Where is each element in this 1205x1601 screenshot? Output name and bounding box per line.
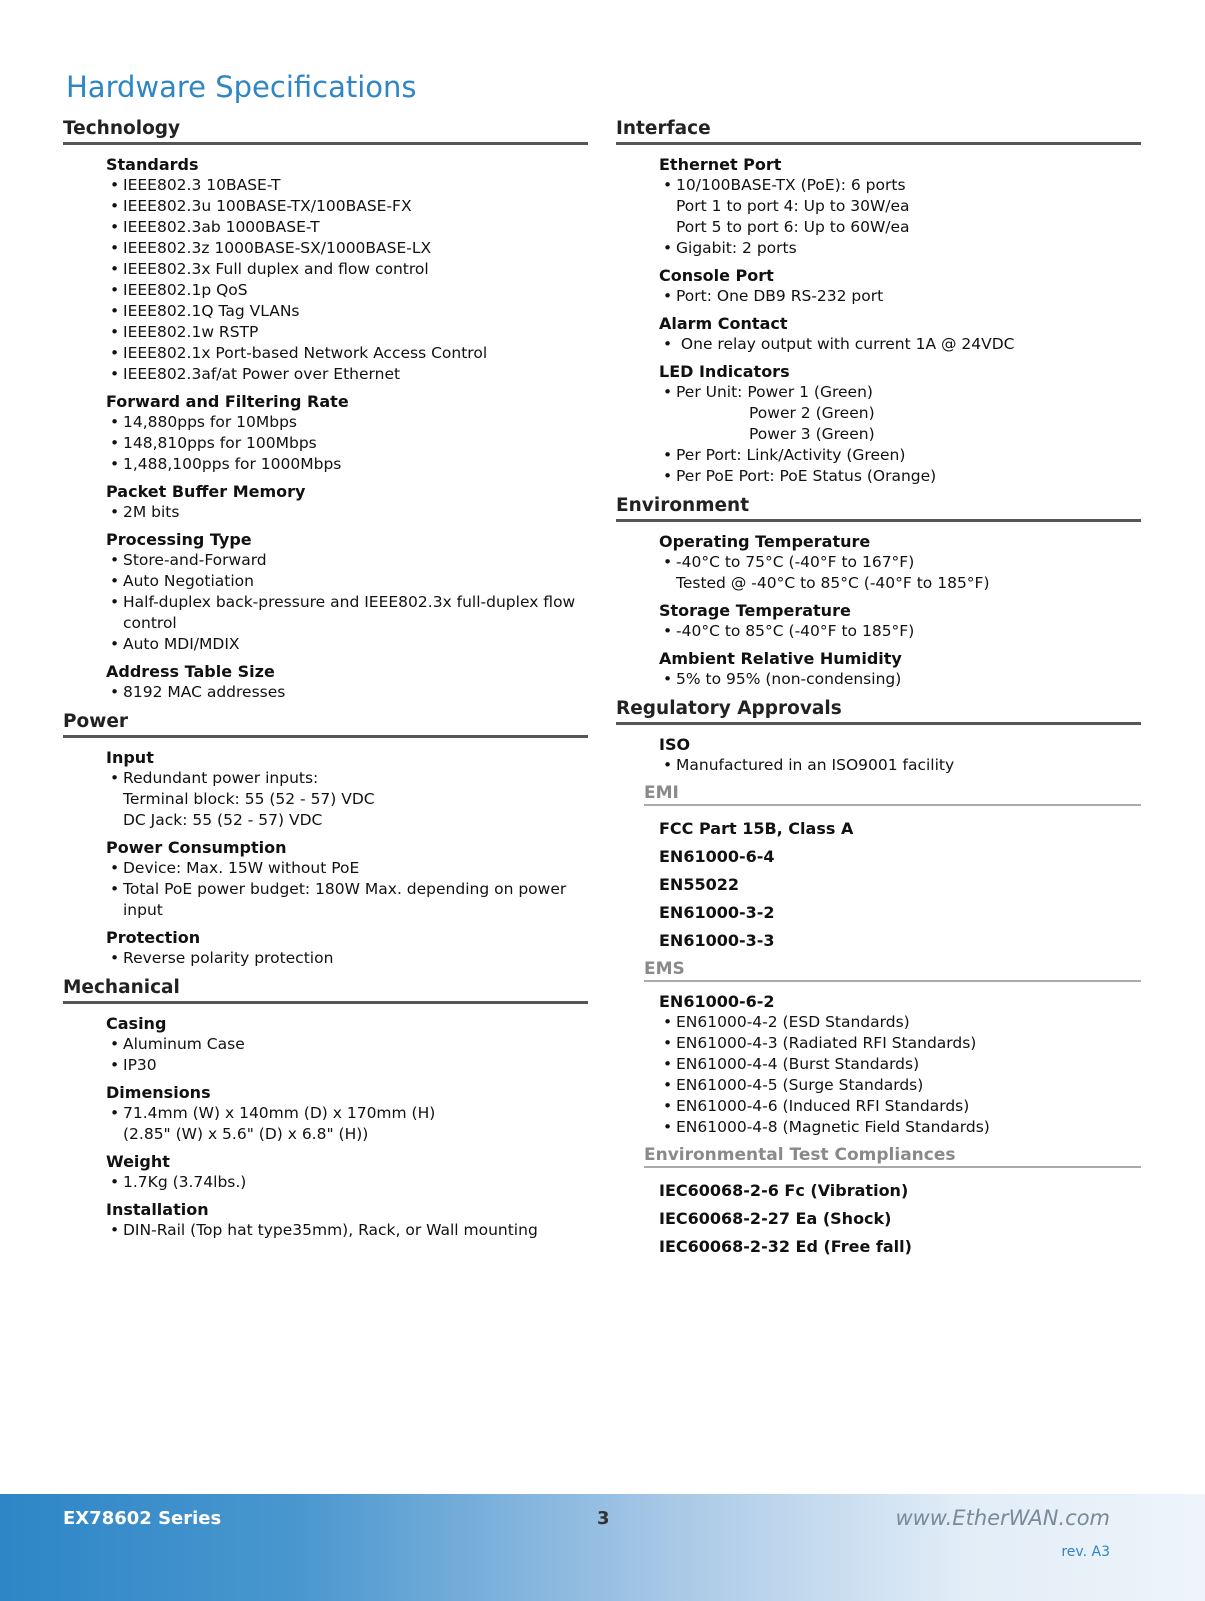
list-item: • EN61000-4-6 (Induced RFI Standards): [659, 1096, 1141, 1117]
list-item: • Half-duplex back-pressure and IEEE802.3x full-duplex flow control: [106, 592, 588, 634]
subsection-title: Standards: [106, 155, 199, 174]
subsection-title: Casing: [106, 1014, 167, 1033]
list-item: • Device: Max. 15W without PoE: [106, 858, 588, 879]
subsection-title: ISO: [659, 735, 691, 754]
subsection-title: Installation: [106, 1200, 209, 1219]
section-technology: [63, 116, 588, 703]
list-item: • Total PoE power budget: 180W Max. depending on power input: [106, 879, 588, 921]
list-item: • IEEE802.1p QoS: [106, 280, 588, 301]
standard-item: EN55022: [659, 875, 739, 894]
list-item: • Per Unit: Power 1 (Green) Power 2 (Green) Power 3 (Green): [659, 382, 1141, 445]
list-item: • EN61000-4-5 (Surge Standards): [659, 1075, 1141, 1096]
subsection: [616, 648, 1141, 690]
subsection-title: Address Table Size: [106, 662, 275, 681]
list-item: • EN61000-4-3 (Radiated RFI Standards): [659, 1033, 1141, 1054]
list-item: • IEEE802.3x Full duplex and flow control: [106, 259, 588, 280]
left-column: [63, 116, 588, 1247]
list-item: • One relay output with current 1A @ 24VDC: [659, 334, 1141, 355]
page-title: Hardware Specifications: [66, 70, 417, 104]
section-mechanical: [63, 975, 588, 1241]
list-item: • 1.7Kg (3.74lbs.): [106, 1172, 588, 1193]
list-item: • IEEE802.3u 100BASE-TX/100BASE-FX: [106, 196, 588, 217]
list-item: • EN61000-4-4 (Burst Standards): [659, 1054, 1141, 1075]
subsection-title: Console Port: [659, 266, 774, 285]
list-item: • 8192 MAC addresses: [106, 682, 588, 703]
list-item: • EN61000-4-2 (ESD Standards): [659, 1012, 1141, 1033]
subsection: [63, 747, 588, 831]
subsection-title: LED Indicators: [659, 362, 790, 381]
subsection: [63, 481, 588, 523]
page-number: 3: [597, 1508, 610, 1529]
list-item: • Reverse polarity protection: [106, 948, 588, 969]
list-item: • Manufactured in an ISO9001 facility: [659, 755, 1141, 776]
subsection: [616, 361, 1141, 487]
standard-item: IEC60068-2-27 Ea (Shock): [659, 1209, 892, 1228]
list-item: • IEEE802.1w RSTP: [106, 322, 588, 343]
list-item: • 1,488,100pps for 1000Mbps: [106, 454, 588, 475]
subsection: [616, 600, 1141, 642]
subsection: [63, 1199, 588, 1241]
list-item: • IEEE802.3 10BASE-T: [106, 175, 588, 196]
section-interface: [616, 116, 1141, 487]
list-item: • Store-and-Forward: [106, 550, 588, 571]
list-item: • EN61000-4-8 (Magnetic Field Standards): [659, 1117, 1141, 1138]
list-item: • 71.4mm (W) x 140mm (D) x 170mm (H) (2.85" (W) x 5.6" (D) x 6.8" (H)): [106, 1103, 588, 1145]
list-item: • 2M bits: [106, 502, 588, 523]
subsection: [63, 837, 588, 921]
section-environment: [616, 493, 1141, 690]
list-item: • 5% to 95% (non-condensing): [659, 669, 1141, 690]
regulatory-section: [616, 696, 1141, 1261]
footer: [0, 1494, 1205, 1601]
subsection: [63, 1013, 588, 1076]
standard-item: IEC60068-2-32 Ed (Free fall): [659, 1237, 912, 1256]
section-heading: Environment: [616, 493, 1141, 522]
list-item: • IEEE802.3z 1000BASE-SX/1000BASE-LX: [106, 238, 588, 259]
subsection-title: EN61000-6-2: [659, 992, 775, 1011]
list-item: • Per Port: Link/Activity (Green): [659, 445, 1141, 466]
subsection: [63, 661, 588, 703]
list-item: • Gigabit: 2 ports: [659, 238, 1141, 259]
subsection-title: Forward and Filtering Rate: [106, 392, 349, 411]
standard-item: FCC Part 15B, Class A: [659, 819, 854, 838]
standard-item: EN61000-6-4: [659, 847, 775, 866]
list-item: • Redundant power inputs: Terminal block: 55 (52 - 57) VDC DC Jack: 55 (52 - 57) VDC: [106, 768, 588, 831]
env-test-standards: [616, 1177, 1141, 1261]
standard-item: IEC60068-2-6 Fc (Vibration): [659, 1181, 909, 1200]
subsection-ems: [616, 991, 1141, 1138]
subsection-title: Ambient Relative Humidity: [659, 649, 902, 668]
list-item: • IEEE802.1Q Tag VLANs: [106, 301, 588, 322]
subsection: [63, 1151, 588, 1193]
subsection-title: Storage Temperature: [659, 601, 851, 620]
subsection: [63, 927, 588, 969]
website-link[interactable]: www.EtherWAN.com: [895, 1506, 1110, 1530]
emi-heading: EMI: [644, 782, 1141, 806]
subsection-title: Packet Buffer Memory: [106, 482, 306, 501]
subsection-title: Power Consumption: [106, 838, 287, 857]
standard-item: EN61000-3-2: [659, 903, 775, 922]
list-item: • Auto MDI/MDIX: [106, 634, 588, 655]
list-item: • IP30: [106, 1055, 588, 1076]
subsection-title: Input: [106, 748, 154, 767]
subsection: [616, 531, 1141, 594]
emi-standards: [616, 815, 1141, 955]
list-item: • Auto Negotiation: [106, 571, 588, 592]
subsection: [616, 313, 1141, 355]
standard-item: EN61000-3-3: [659, 931, 775, 950]
list-item: • 148,810pps for 100Mbps: [106, 433, 588, 454]
env-test-heading: Environmental Test Compliances: [644, 1144, 1141, 1168]
subsection-title: Protection: [106, 928, 201, 947]
section-heading: Technology: [63, 116, 588, 145]
section-heading: Power: [63, 709, 588, 738]
subsection-title: Alarm Contact: [659, 314, 788, 333]
list-item: • 10/100BASE-TX (PoE): 6 ports Port 1 to port 4: Up to 30W/ea Port 5 to port 6: Up to 60W/ea: [659, 175, 1141, 238]
section-power: [63, 709, 588, 969]
revision-label: rev. A3: [1061, 1544, 1110, 1560]
subsection: [63, 391, 588, 475]
section-heading: Regulatory Approvals: [616, 696, 1141, 725]
subsection-title: Ethernet Port: [659, 155, 782, 174]
right-column: [616, 116, 1141, 1261]
subsection: [63, 529, 588, 655]
list-item: • -40°C to 85°C (-40°F to 185°F): [659, 621, 1141, 642]
subsection: [616, 154, 1141, 259]
subsection-title: Processing Type: [106, 530, 252, 549]
subsection-title: Operating Temperature: [659, 532, 871, 551]
list-item: • IEEE802.3ab 1000BASE-T: [106, 217, 588, 238]
list-item: • Per PoE Port: PoE Status (Orange): [659, 466, 1141, 487]
section-heading: Interface: [616, 116, 1141, 145]
subsection-iso: [616, 734, 1141, 776]
section-heading: Mechanical: [63, 975, 588, 1004]
subsection: [63, 154, 588, 385]
subsection: [616, 265, 1141, 307]
subsection-title: Dimensions: [106, 1083, 211, 1102]
list-item: • IEEE802.1x Port-based Network Access Control: [106, 343, 588, 364]
ems-heading: EMS: [644, 958, 1141, 982]
list-item: • Aluminum Case: [106, 1034, 588, 1055]
list-item: • -40°C to 75°C (-40°F to 167°F) Tested @ -40°C to 85°C (-40°F to 185°F): [659, 552, 1141, 594]
list-item: • Port: One DB9 RS-232 port: [659, 286, 1141, 307]
footer-series: EX78602 Series: [63, 1508, 222, 1529]
list-item: • 14,880pps for 10Mbps: [106, 412, 588, 433]
list-item: • IEEE802.3af/at Power over Ethernet: [106, 364, 588, 385]
subsection-title: Weight: [106, 1152, 170, 1171]
list-item: • DIN-Rail (Top hat type35mm), Rack, or Wall mounting: [106, 1220, 588, 1241]
subsection: [63, 1082, 588, 1145]
